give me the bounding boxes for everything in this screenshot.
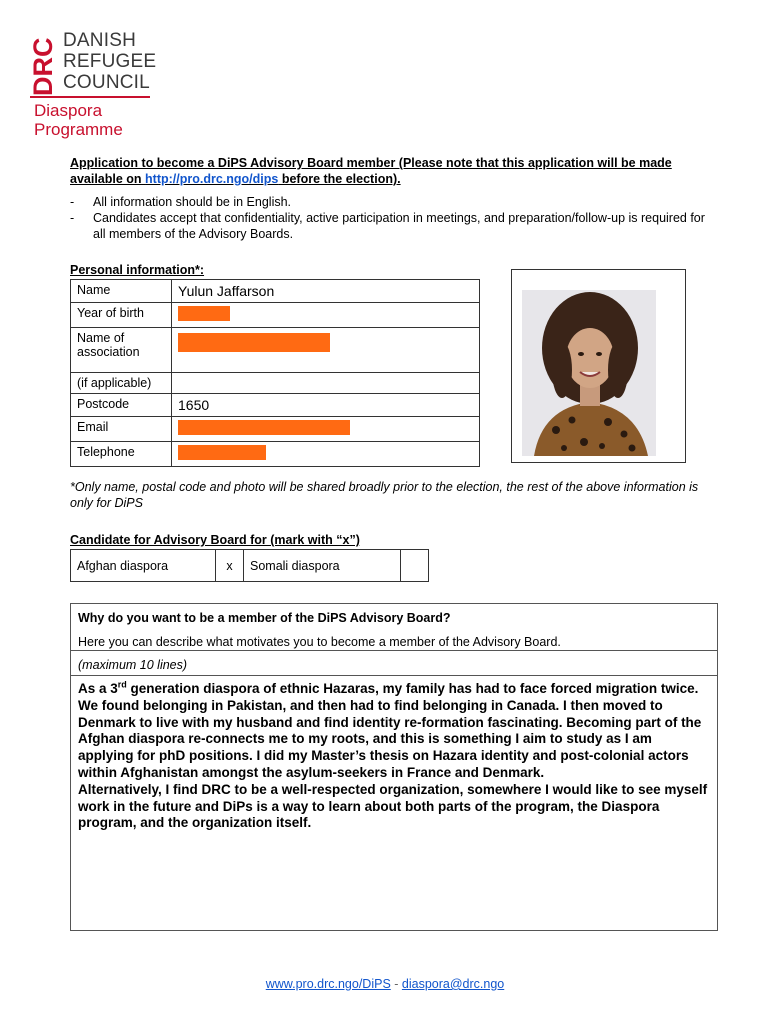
motivation-text[interactable] [78, 681, 710, 832]
heading-prefix: Application to become a DiPS Advisory Board member (Please note that this application will be made available on [70, 156, 672, 186]
somali-option-label: Somali diaspora [244, 550, 401, 582]
candidate-table [70, 549, 429, 582]
if-applicable-label: (if applicable) [71, 373, 172, 394]
footer [0, 977, 770, 991]
instruction-text: All information should be in English. [93, 195, 292, 209]
afghan-option-mark[interactable]: x [216, 550, 244, 582]
instruction-item: - All information should be in English. [70, 195, 292, 209]
postcode-value[interactable]: 1650 [172, 394, 480, 417]
logo-programme [34, 101, 123, 139]
heading-suffix: before the election). [278, 172, 401, 186]
table-row [71, 394, 480, 417]
telephone-label: Telephone [71, 442, 172, 467]
motivation-p1-rest: generation diaspora of ethnic Hazaras, my family has had to face forced migration twice. We found belonging in Pakistan, and then had to find belonging in Canada. I then moved to Denmark to live with my husband and find identity re-formation fascinating. Becoming part of the Afghan diaspora re-connects me to my roots, and this is something I aim to study as I am applying for phD positions. I did my Master’s thesis on Hazara identity and post-colonial actors within Afghanistan amongst the asylum-seekers in France and Denmark. [78, 681, 702, 780]
afghan-option-label: Afghan diaspora [71, 550, 216, 582]
year-of-birth-value[interactable] [172, 303, 480, 328]
association-label: Name of association [71, 328, 172, 373]
motivation-subtitle: Here you can describe what motivates you to become a member of the Advisory Board. [78, 635, 561, 649]
redaction-bar [178, 306, 230, 321]
personal-info-label: Personal information*: [70, 263, 205, 277]
motivation-p1-start: As a 3 [78, 681, 118, 696]
sharing-note: *Only name, postal code and photo will be shared broadly prior to the election, the rest of the above information is only for DiPS [70, 480, 699, 510]
logo-line-1: DANISH [63, 30, 136, 51]
redaction-bar [178, 420, 350, 435]
postcode-label: Postcode [71, 394, 172, 417]
year-of-birth-label: Year of birth [71, 303, 172, 328]
motivation-p1-sup: rd [117, 679, 127, 690]
divider [70, 650, 718, 651]
drc-logo-mark [30, 28, 56, 98]
telephone-value[interactable] [172, 442, 480, 467]
motivation-max-lines: (maximum 10 lines) [78, 658, 188, 672]
divider [70, 675, 718, 676]
motivation-title: Why do you want to be a member of the DiPS Advisory Board? [78, 611, 451, 625]
table-row [71, 442, 480, 467]
logo-divider [30, 96, 150, 98]
instruction-item: - Candidates accept that confidentiality, active participation in meetings, and preparation/follow-up is required for all members of the Advisory Boards. [70, 210, 720, 242]
photo-frame [511, 269, 686, 463]
redaction-bar [178, 333, 330, 352]
logo-sub-1: Diaspora [34, 101, 103, 120]
footer-email-link[interactable]: diaspora@drc.ngo [401, 977, 505, 991]
association-value[interactable] [172, 328, 480, 373]
table-row [71, 373, 480, 394]
table-row [71, 303, 480, 328]
if-applicable-value[interactable] [172, 373, 480, 394]
personal-info-table [70, 279, 480, 467]
logo-wordmark [63, 30, 156, 93]
name-value[interactable]: Yulun Jaffarson [172, 280, 480, 303]
drc-logo-letters: DRC [28, 37, 58, 96]
application-heading [70, 155, 710, 187]
table-row [71, 280, 480, 303]
instruction-text: Candidates accept that confidentiality, active participation in meetings, and preparation/follow-up is required for all members of the Advisory Boards. [93, 211, 705, 241]
name-label: Name [71, 280, 172, 303]
table-row [71, 550, 429, 582]
redaction-bar [178, 445, 266, 460]
somali-option-mark[interactable] [401, 550, 429, 582]
email-label: Email [71, 417, 172, 442]
logo-sub-2: Programme [34, 120, 123, 139]
motivation-paragraph-1 [78, 681, 710, 782]
logo-line-2: REFUGEE [63, 51, 157, 72]
candidate-label: Candidate for Advisory Board for (mark with “x”) [70, 533, 360, 547]
table-row [71, 328, 480, 373]
motivation-paragraph-2: Alternatively, I find DRC to be a well-respected organization, somewhere I would like to see myself work in the future and DiPs is a way to learn about both parts of the program, the Diaspora program, and the organization itself. [78, 781, 708, 831]
logo-line-3: COUNCIL [63, 72, 150, 93]
email-value[interactable] [172, 417, 480, 442]
instructions-list [70, 194, 720, 242]
candidate-photo [512, 270, 685, 462]
dips-link[interactable]: http://pro.drc.ngo/dips [145, 172, 279, 186]
footer-website-link[interactable]: www.pro.drc.ngo/DiPS [265, 977, 391, 991]
footer-separator: - [390, 977, 402, 991]
table-row [71, 417, 480, 442]
